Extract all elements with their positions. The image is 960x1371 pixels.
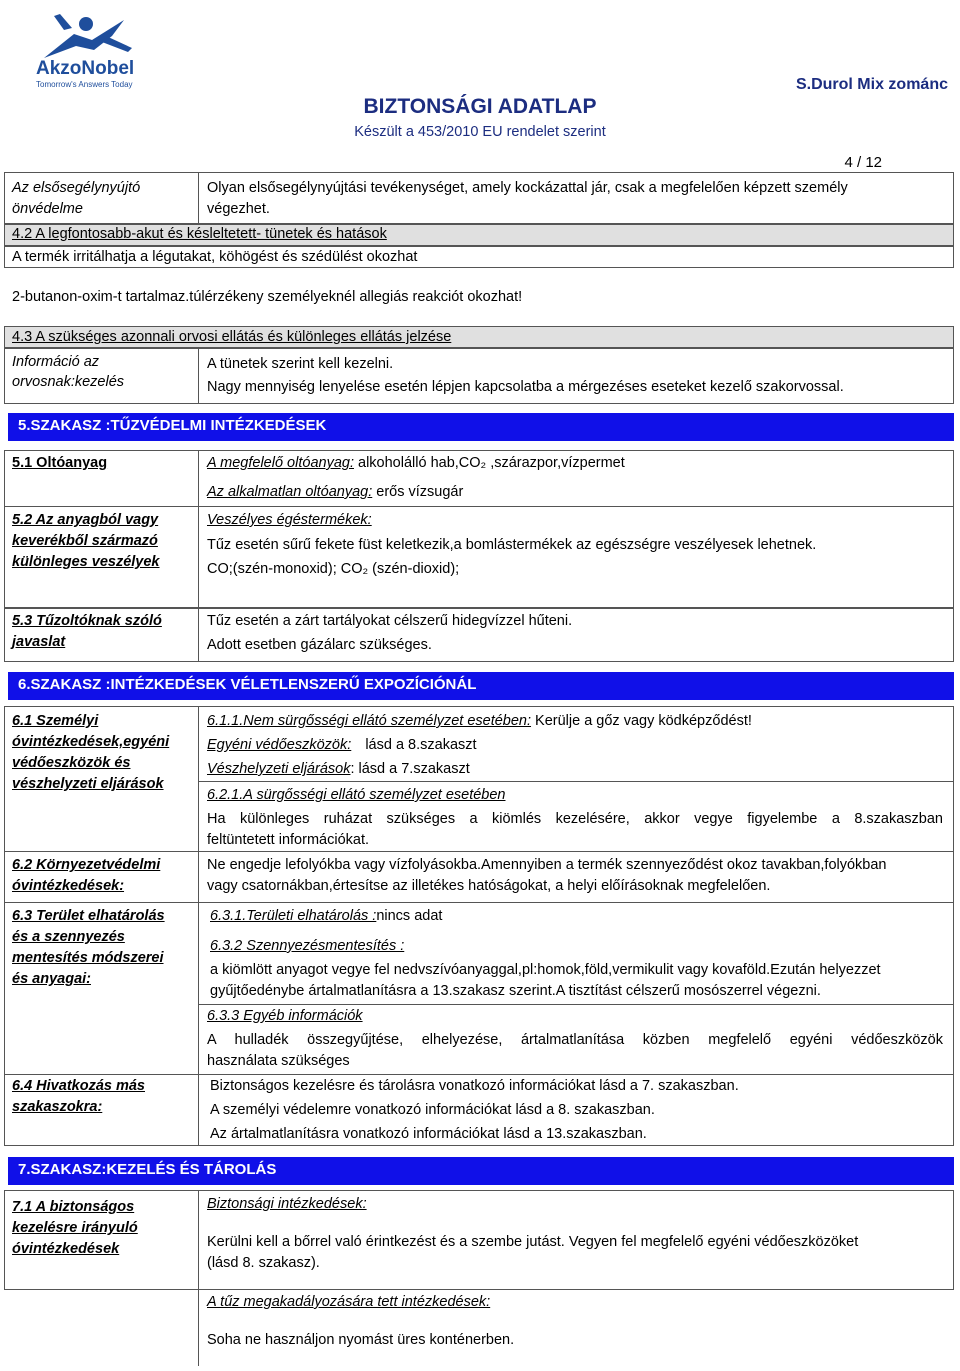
section-7-1-label-3: óvintézkedések xyxy=(12,1241,120,1257)
non-emergency-label: 6.1.1.Nem sürgősségi ellátó személyzet esetében: xyxy=(207,713,532,729)
row-divider xyxy=(4,902,954,903)
doctor-info-label-2: orvosnak:kezelés xyxy=(12,374,125,390)
section-6-2-label-2: óvintézkedések: xyxy=(12,878,125,894)
protect-label-2: önvédelme xyxy=(12,201,83,217)
unsuitable-media xyxy=(207,482,463,502)
other-info-text: A hulladék összegyűjtése, elhelyezése, ártalmatlanítása közben megfelelő egyéni védőeszközök xyxy=(207,1032,943,1048)
doctor-info-label: Információ az xyxy=(12,354,100,370)
section-7-title: 7.SZAKASZ:KEZELÉS ÉS TÁROLÁS xyxy=(8,1157,954,1185)
ppe-value: lásd a 8.szakaszt xyxy=(365,737,477,753)
protect-label: Az elsősegélynyújtó xyxy=(12,180,141,196)
fire-prevention-text: Soha ne használjon nyomást üres konténerben. xyxy=(207,1332,515,1348)
safety-measures-label: Biztonsági intézkedések: xyxy=(207,1196,367,1212)
butanon-oxim-note: 2-butanon-oxim-t tartalmaz.túlérzékeny személyeknél allegiás reakciót okozhat! xyxy=(12,289,523,305)
doctor-info-text: A tünetek szerint kell kezelni. xyxy=(207,356,394,372)
hazardous-products-text: Tűz esetén sűrű fekete füst keletkezik,a bomlástermékek az egészségre veszélyesek lehetnek. xyxy=(207,537,817,553)
emergency-procedures-value: : lásd a 7.szakaszt xyxy=(350,761,470,777)
section-5-1-label: 5.1 Oltóanyag xyxy=(12,455,108,471)
col-divider xyxy=(198,608,199,662)
emergency-responders-title: 6.2.1.A sürgősségi ellátó személyzet esetében xyxy=(207,787,506,803)
section-5-2-label-2: keverékből származó xyxy=(12,533,158,549)
row-divider xyxy=(198,1004,954,1005)
hazardous-products-label: Veszélyes égéstermékek: xyxy=(207,512,372,528)
suitable-media xyxy=(207,453,625,473)
ppe-line xyxy=(207,735,477,755)
section-6-4-label: 6.4 Hivatkozás más xyxy=(12,1078,145,1094)
reference-handling: Biztonságos kezelésre és tárolásra vonatkozó információkat lásd a 7. szakaszban. xyxy=(210,1078,739,1094)
cleanup-title: 6.3.2 Szennyezésmentesítés : xyxy=(210,938,405,954)
reference-disposal: Az ártalmatlanításra vonatkozó információkat lásd a 13.szakaszban. xyxy=(210,1126,647,1142)
row-divider xyxy=(4,506,954,507)
environmental-text-2: vagy csatornákban,értesítse az illetékes hatóságokat, a helyi előírásoknak megfelelően. xyxy=(207,878,771,894)
emergency-procedures-line xyxy=(207,759,470,779)
document-title: BIZTONSÁGI ADATLAP xyxy=(363,95,597,118)
section-7-1-label: 7.1 A biztonságos xyxy=(12,1199,135,1215)
section-5-2-label-3: különleges veszélyek xyxy=(12,554,160,570)
containment-line xyxy=(210,906,442,926)
environmental-text: Ne engedje lefolyókba vagy vízfolyásokba.Amennyiben a termék szennyeződést okoz tavakban,folyókban xyxy=(207,857,887,873)
containment-value: nincs adat xyxy=(376,908,443,924)
row-divider xyxy=(198,781,954,782)
section-5-3-label-2: javaslat xyxy=(12,634,66,650)
other-info-text-2: használata szükséges xyxy=(207,1053,350,1069)
hazardous-products-gases: CO;(szén-monoxid); CO₂ (szén-dioxid); xyxy=(207,561,460,577)
firefighter-text-2: Adott esetben gázálarc szükséges. xyxy=(207,637,432,653)
safety-measures-text-2: (lásd 8. szakasz). xyxy=(207,1255,320,1271)
unsuitable-media-label: Az alkalmatlan oltóanyag: xyxy=(207,484,373,500)
firefighter-text: Tűz esetén a zárt tartályokat célszerű hidegvízzel hűteni. xyxy=(207,613,573,629)
reference-personal: A személyi védelemre vonatkozó információkat lásd a 8. szakaszban. xyxy=(210,1102,655,1118)
unsuitable-media-value: erős vízsugár xyxy=(376,484,464,500)
non-emergency-value: Kerülje a gőz vagy ködképződést! xyxy=(535,713,752,729)
doctor-info-text-2: Nagy mennyiség lenyelése esetén lépjen kapcsolatba a mérgezéses eseteket kezelő szakorvossal. xyxy=(207,379,844,395)
section-4-3-title: 4.3 A szükséges azonnali orvosi ellátás és különleges ellátás jelzése xyxy=(12,329,452,345)
suitable-media-value: alkoholálló hab,CO₂ ,szárazpor,vízpermet xyxy=(358,455,625,471)
document-subtitle: Készült a 453/2010 EU rendelet szerint xyxy=(354,124,606,140)
logo-tagline: Tomorrow's Answers Today xyxy=(36,80,133,89)
symptoms-text: A termék irritálhatja a légutakat, köhögést és szédülést okozhat xyxy=(12,249,418,265)
section-6-title: 6.SZAKASZ :INTÉZKEDÉSEK VÉLETLENSZERŰ EXPOZÍCIÓNÁL xyxy=(8,672,954,700)
page-number: 4 / 12 xyxy=(844,154,882,171)
row-divider xyxy=(198,172,199,224)
row-divider xyxy=(4,851,954,852)
ppe-label: Egyéni védőeszközök: xyxy=(207,737,352,753)
section-6-3-label-3: mentesítés módszerei xyxy=(12,950,164,966)
non-emergency-personnel xyxy=(207,711,752,731)
suitable-media-label: A megfelelő oltóanyag: xyxy=(207,455,354,471)
emergency-responders-text-2: feltüntetett információkat. xyxy=(207,832,369,848)
other-info-title: 6.3.3 Egyéb információk xyxy=(207,1008,363,1024)
col-divider xyxy=(198,706,199,1146)
fire-prevention-label: A tűz megakadályozására tett intézkedések: xyxy=(207,1294,491,1310)
emergency-responders-text: Ha különleges ruházat szükséges a kiömlés kezelésére, akkor vegye figyelembe a 8.szakaszban xyxy=(207,811,943,827)
row-divider xyxy=(4,1074,954,1075)
col-divider xyxy=(198,1190,199,1366)
cleanup-text: a kiömlött anyagot vegye fel nedvszívóanyaggal,pl:homok,föld,vermikulit vagy kovaföld.Ezután helyezzet xyxy=(210,962,881,978)
section-6-2-label: 6.2 Környezetvédelmi xyxy=(12,857,161,873)
section-6-3-label-4: és anyagai: xyxy=(12,971,91,987)
section-6-3-label: 6.3 Terület elhatárolás xyxy=(12,908,165,924)
product-name: S.Durol Mix zománc xyxy=(795,76,948,93)
row-divider xyxy=(198,348,199,404)
col-divider xyxy=(198,450,199,608)
section-4-2-title: 4.2 A legfontosabb-akut és késleltetett- tünetek és hatások xyxy=(12,226,387,242)
protect-text: Olyan elsősegélynyújtási tevékenységet, amely kockázattal jár, csak a megfelelően képzett személy xyxy=(207,180,848,196)
section-6-1-label-4: vészhelyzeti eljárások xyxy=(12,776,164,792)
section-6-3-label-2: és a szennyezés xyxy=(12,929,125,945)
section-7-1-label-2: kezelésre irányuló xyxy=(12,1220,138,1236)
emergency-procedures-label: Vészhelyzeti eljárások xyxy=(207,761,351,777)
section-6-4-label-2: szakaszokra: xyxy=(12,1099,103,1115)
logo-text: AkzoNobel xyxy=(36,58,135,79)
section-5-3-label: 5.3 Tűzoltóknak szóló xyxy=(12,613,162,629)
section-6-1-label: 6.1 Személyi xyxy=(12,713,99,729)
section-5-title: 5.SZAKASZ :TŰZVÉDELMI INTÉZKEDÉSEK xyxy=(8,413,954,441)
section-6-1-label-3: védőeszközök és xyxy=(12,755,131,771)
section-6-1-label-2: óvintézkedések,egyéni xyxy=(12,734,170,750)
containment-label: 6.3.1.Területi elhatárolás : xyxy=(210,908,377,924)
section-5-2-label: 5.2 Az anyagból vagy xyxy=(12,512,159,528)
cleanup-text-2: gyűjtőedénybe ártalmatlanításra a 13.szakasz szerint.A tisztítást célszerű mosószerrel végezni. xyxy=(210,983,821,999)
safety-measures-text: Kerülni kell a bőrrel való érintkezést és a szembe jutást. Vegyen fel megfelelő egyéni védőeszközöket xyxy=(207,1234,859,1250)
protect-text-2: végezhet. xyxy=(207,201,270,217)
logo-figure-icon xyxy=(14,6,154,62)
